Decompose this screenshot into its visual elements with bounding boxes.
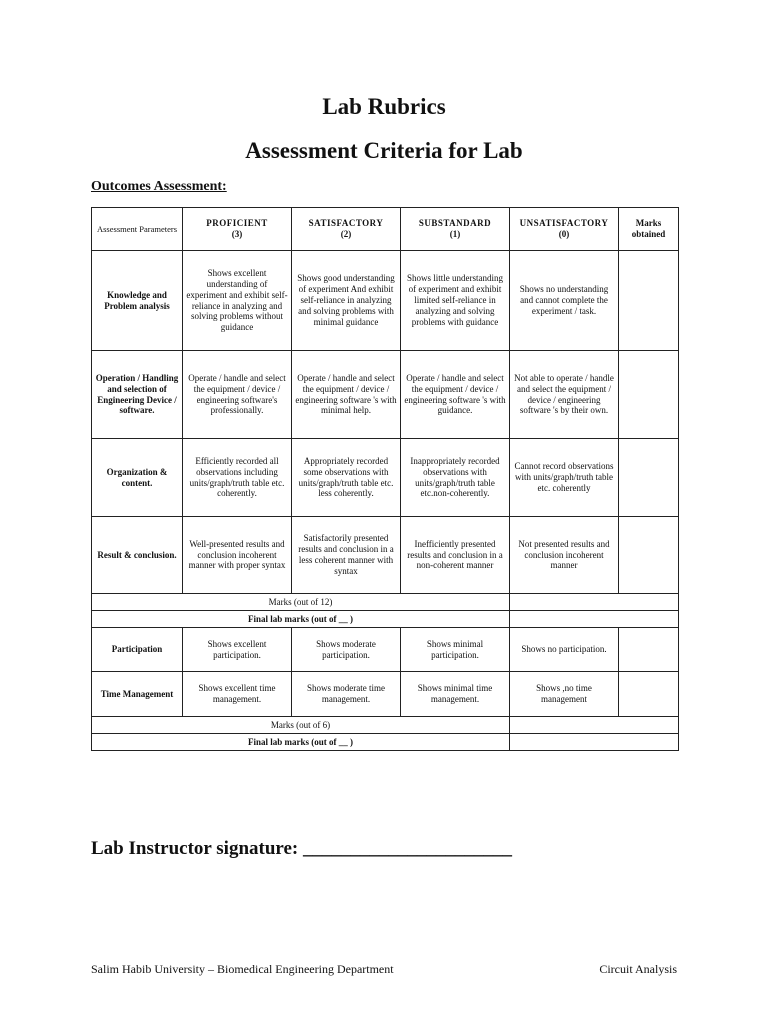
criteria-cell: Shows good understanding of experiment And exhibit self-reliance in analyzing and solving problems with minimal guidance: [292, 251, 401, 351]
page-title: Lab Rubrics: [322, 94, 446, 119]
criteria-cell: Shows little understanding of experiment and exhibit limited self-reliance in analyzing and solving problems with guidance: [401, 251, 510, 351]
marks-summary-row: [92, 594, 679, 611]
marks-out-of-12: Marks (out of 12): [92, 594, 510, 611]
marks-cell[interactable]: [619, 251, 679, 351]
final-marks-row: [92, 611, 679, 628]
criteria-cell: Shows moderate time management.: [292, 672, 401, 717]
final-lab-marks-label: Final lab marks (out of __ ): [92, 611, 510, 628]
level-points: (3): [231, 229, 243, 239]
marks-out-of-12-value[interactable]: [510, 594, 679, 611]
level-name: UNSATISFACTORY: [519, 218, 609, 229]
param-time-management: Time Management: [92, 672, 183, 717]
criteria-cell: Shows excellent time management.: [183, 672, 292, 717]
criteria-cell: Well-presented results and conclusion incoherent manner with proper syntax: [183, 517, 292, 594]
page-subtitle: Assessment Criteria for Lab: [245, 138, 523, 163]
criteria-cell: Not presented results and conclusion incoherent manner: [510, 517, 619, 594]
final-lab-marks-value[interactable]: [510, 611, 679, 628]
marks-cell[interactable]: [619, 672, 679, 717]
header-param: Assessment Parameters: [92, 208, 183, 251]
param-knowledge: Knowledge and Problem analysis: [92, 251, 183, 351]
level-points: (2): [340, 229, 352, 239]
footer-university: Salim Habib University – Biomedical Engineering Department: [91, 962, 394, 976]
criteria-cell: Operate / handle and select the equipment / device / engineering software 's with guidance.: [401, 351, 510, 439]
header-level-substandard: [401, 208, 510, 251]
criteria-cell: Shows minimal time management.: [401, 672, 510, 717]
table-row: [92, 517, 679, 594]
rubric-table: [91, 207, 679, 751]
level-name: SUBSTANDARD: [418, 218, 492, 229]
marks-cell[interactable]: [619, 439, 679, 517]
header-marks-obtained: Marks obtained: [619, 208, 679, 251]
table-row: [92, 672, 679, 717]
criteria-cell: Shows minimal participation.: [401, 628, 510, 672]
marks-out-of-6: Marks (out of 6): [92, 717, 510, 734]
section-heading: Outcomes Assessment:: [91, 179, 227, 194]
table-row: [92, 628, 679, 672]
criteria-cell: Efficiently recorded all observations including units/graph/truth table etc. coherently.: [183, 439, 292, 517]
footer-course: Circuit Analysis: [599, 962, 677, 976]
criteria-cell: Shows excellent participation.: [183, 628, 292, 672]
criteria-cell: Operate / handle and select the equipment / device / engineering software 's with minimal help.: [292, 351, 401, 439]
marks-cell[interactable]: [619, 351, 679, 439]
level-name: PROFICIENT: [206, 218, 268, 229]
table-row: [92, 251, 679, 351]
criteria-cell: Shows no participation.: [510, 628, 619, 672]
param-organization: Organization & content.: [92, 439, 183, 517]
table-row: [92, 439, 679, 517]
criteria-cell: Operate / handle and select the equipment / device / engineering software's professionally.: [183, 351, 292, 439]
marks-cell[interactable]: [619, 517, 679, 594]
criteria-cell: Cannot record observations with units/graph/truth table etc. coherently: [510, 439, 619, 517]
param-result: Result & conclusion.: [92, 517, 183, 594]
table-header-row: [92, 208, 679, 251]
criteria-cell: Shows moderate participation.: [292, 628, 401, 672]
table-row: [92, 351, 679, 439]
criteria-cell: Shows ,no time management: [510, 672, 619, 717]
level-name: SATISFACTORY: [308, 218, 384, 229]
final-marks-row: [92, 734, 679, 751]
marks-summary-row: [92, 717, 679, 734]
criteria-cell: Not able to operate / handle and select the equipment / device / engineering software 's by their own.: [510, 351, 619, 439]
marks-out-of-6-value[interactable]: [510, 717, 679, 734]
criteria-cell: Satisfactorily presented results and conclusion in a less coherent manner with syntax: [292, 517, 401, 594]
level-points: (0): [558, 229, 570, 239]
marks-cell[interactable]: [619, 628, 679, 672]
final-lab-marks-value[interactable]: [510, 734, 679, 751]
criteria-cell: Shows no understanding and cannot complete the experiment / task.: [510, 251, 619, 351]
param-operation: Operation / Handling and selection of Engineering Device / software.: [92, 351, 183, 439]
criteria-cell: Appropriately recorded some observations with units/graph/truth table etc. less coherently.: [292, 439, 401, 517]
header-level-proficient: [183, 208, 292, 251]
instructor-signature-line: Lab Instructor signature: ______________________: [91, 838, 513, 859]
criteria-cell: Inappropriately recorded observations with units/graph/truth table etc.non-coherently.: [401, 439, 510, 517]
criteria-cell: Shows excellent understanding of experiment and exhibit self-reliance in analyzing and solving problems without guidance: [183, 251, 292, 351]
level-points: (1): [449, 229, 461, 239]
criteria-cell: Inefficiently presented results and conclusion in a non-coherent manner: [401, 517, 510, 594]
param-participation: Participation: [92, 628, 183, 672]
final-lab-marks-label: Final lab marks (out of __ ): [92, 734, 510, 751]
header-level-satisfactory: [292, 208, 401, 251]
header-level-unsatisfactory: [510, 208, 619, 251]
